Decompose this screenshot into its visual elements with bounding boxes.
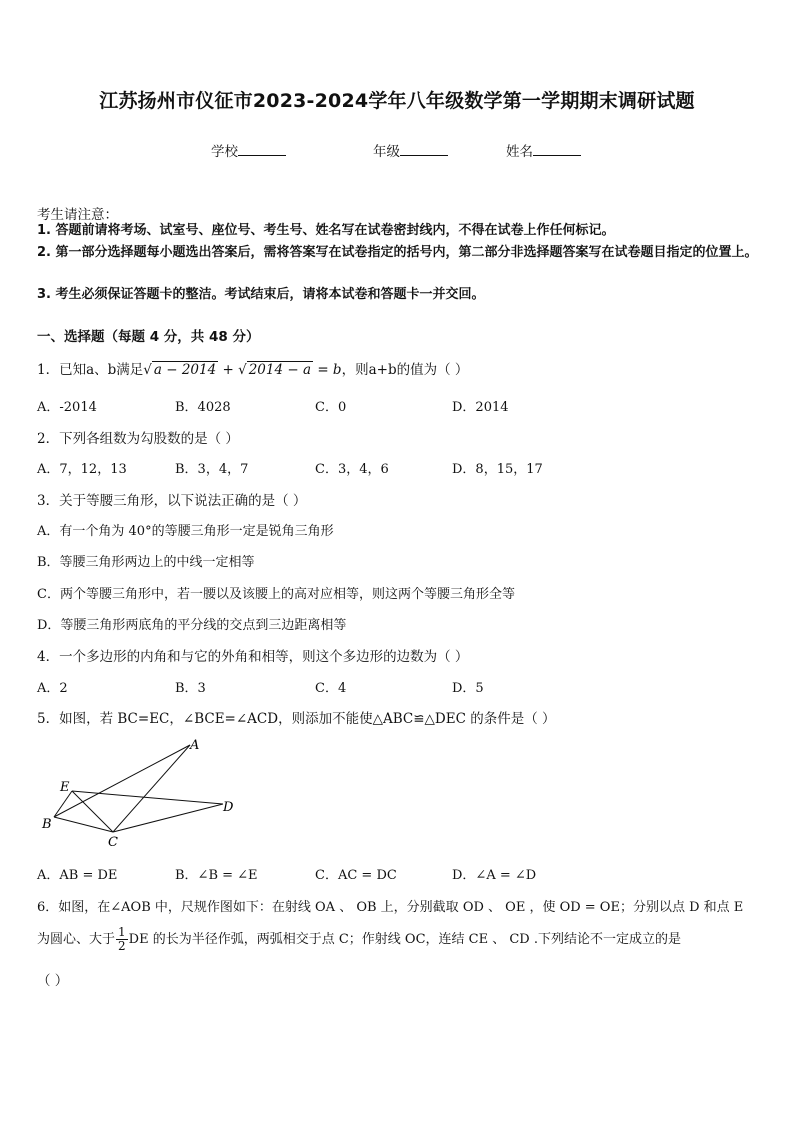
q1-equals: = b <box>313 362 342 378</box>
exam-title: 江苏扬州市仪征市2023-2024学年八年级数学第一学期期末调研试题 <box>99 90 695 112</box>
q6-frac-num: 1 <box>118 925 126 939</box>
question-6-line-1: 6．如图，在∠AOB 中，尺规作图如下：在射线 OA 、 OB 上，分别截取 OD 、 OE ，使 OD = OE；分别以点 D 和点 E <box>37 900 744 915</box>
school-label: 学校 <box>211 144 238 160</box>
grade-field <box>373 140 448 160</box>
q5-option-d[interactable]: D．∠A = ∠D <box>452 868 537 883</box>
notice-item-3: 3. 考生必须保证答题卡的整洁。考试结束后，请将本试卷和答题卡一并交回。 <box>37 287 485 302</box>
q1-option-d[interactable]: D．2014 <box>452 400 509 415</box>
q5-segment-ba <box>54 745 190 817</box>
q3-option-d[interactable]: D．等腰三角形两底角的平分线的交点到三边距离相等 <box>37 618 347 633</box>
question-5: 5．如图，若 BC=EC，∠BCE=∠ACD，则添加不能使△ABC≌△DEC 的条件是（ ） <box>37 711 556 727</box>
q3-option-a[interactable]: A．有一个角为 40°的等腰三角形一定是锐角三角形 <box>37 524 334 539</box>
grade-label: 年级 <box>373 144 400 160</box>
q1-radical-2: 2014 − a <box>248 362 312 378</box>
q5-label-d: D <box>223 800 234 815</box>
q5-triangle-figure <box>30 735 250 855</box>
name-blank[interactable] <box>533 143 581 156</box>
notice-item-2: 2. 第一部分选择题每小题选出答案后，需将答案写在试卷指定的括号内，第二部分非选择题答案写在试卷题目指定的位置上。 <box>37 245 758 260</box>
q5-option-a[interactable]: A．AB = DE <box>37 868 118 883</box>
q5-label-a: A <box>190 738 200 753</box>
q4-option-b[interactable]: B．3 <box>175 681 206 696</box>
q5-segment-bc <box>54 817 113 832</box>
q5-option-c[interactable]: C．AC = DC <box>315 868 397 883</box>
q3-option-c[interactable]: C．两个等腰三角形中，若一腰以及该腰上的高对应相等，则这两个等腰三角形全等 <box>37 587 515 602</box>
q4-option-a[interactable]: A．2 <box>37 681 68 696</box>
q6-fraction <box>116 926 128 953</box>
name-label: 姓名 <box>506 144 533 160</box>
q5-label-b: B <box>42 817 52 832</box>
q1-prefix: 1．已知a、b满足 <box>37 362 144 378</box>
q4-option-d[interactable]: D．5 <box>452 681 484 696</box>
school-blank[interactable] <box>238 143 286 156</box>
q1-suffix: ，则a+b的值为（ ） <box>341 362 469 378</box>
q5-segment-cd <box>113 804 223 832</box>
notice-heading: 考生请注意： <box>37 207 118 223</box>
q1-option-a[interactable]: A．-2014 <box>37 400 97 415</box>
question-1: 1．已知a、b满足√ a − 2014 + √ 2014 − a = b，则a+b的值为（ ） <box>37 362 469 378</box>
q2-option-b[interactable]: B．3，4，7 <box>175 462 249 477</box>
q6-frac-den: 2 <box>118 939 126 953</box>
q6-line2-pre: 为圆心、大于 <box>37 932 116 947</box>
q4-option-c[interactable]: C．4 <box>315 681 347 696</box>
q1-option-c[interactable]: C．0 <box>315 400 347 415</box>
question-6-line-3: （ ） <box>37 973 69 989</box>
q5-label-c: C <box>108 835 118 850</box>
q2-option-c[interactable]: C．3，4，6 <box>315 462 389 477</box>
q3-option-b[interactable]: B．等腰三角形两边上的中线一定相等 <box>37 555 255 570</box>
notice-item-1: 1. 答题前请将考场、试室号、座位号、考生号、姓名写在试卷密封线内，不得在试卷上作任何标记。 <box>37 223 615 238</box>
q1-radical-1: a − 2014 <box>153 362 217 378</box>
q1-option-b[interactable]: B．4028 <box>175 400 231 415</box>
question-4: 4．一个多边形的内角和与它的外角和相等，则这个多边形的边数为（ ） <box>37 649 469 665</box>
q5-label-e: E <box>60 780 70 795</box>
q6-line2-post: DE 的长为半径作弧，两弧相交于点 C；作射线 OC，连结 CE 、 CD .下列结论不一定成立的是 <box>128 932 681 947</box>
school-field <box>211 140 286 160</box>
q2-option-d[interactable]: D．8，15，17 <box>452 462 543 477</box>
q2-option-a[interactable]: A．7，12，13 <box>37 462 127 477</box>
name-field <box>506 140 581 160</box>
question-2: 2．下列各组数为勾股数的是（ ） <box>37 431 239 447</box>
q5-segment-ac <box>113 745 190 832</box>
grade-blank[interactable] <box>400 143 448 156</box>
question-3: 3．关于等腰三角形，以下说法正确的是（ ） <box>37 493 307 509</box>
q1-plus: + <box>218 362 239 378</box>
q5-option-b[interactable]: B．∠B = ∠E <box>175 868 258 883</box>
question-6-line-2 <box>37 926 681 953</box>
section-heading-choice: 一、选择题（每题 4 分，共 48 分） <box>37 329 260 345</box>
